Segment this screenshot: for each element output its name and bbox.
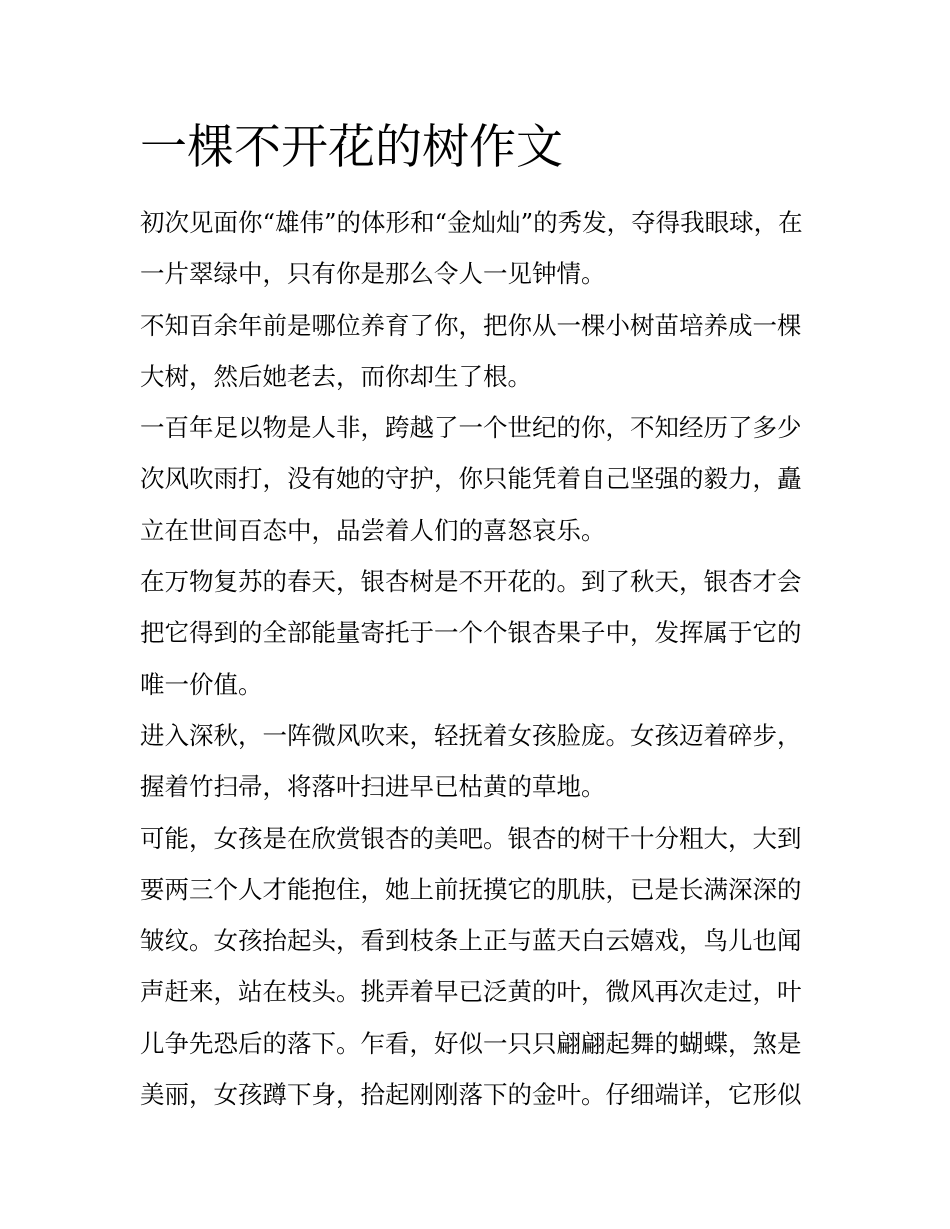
text-line: 要两三个人才能抱住，她上前抚摸它的肌肤，已是长满深深的: [140, 874, 802, 904]
text-line: 立在世间百态中，品尝着人们的喜怒哀乐。: [140, 515, 606, 545]
text-line: 把它得到的全部能量寄托于一个个银杏果子中，发挥属于它的: [140, 618, 802, 648]
text-line: 次风吹雨打，没有她的守护，你只能凭着自己坚强的毅力，矗: [140, 464, 802, 494]
text-line: 一百年足以物是人非，跨越了一个世纪的你，不知经历了多少: [140, 413, 802, 443]
document-body: [140, 197, 820, 1120]
text-line: 在万物复苏的春天，银杏树是不开花的。到了秋天，银杏才会: [140, 567, 802, 597]
text-line: 不知百余年前是哪位养育了你，把你从一棵小树苗培养成一棵: [140, 310, 802, 340]
text-line: 儿争先恐后的落下。乍看，好似一只只翩翩起舞的蝴蝶，煞是: [140, 1028, 802, 1058]
text-line: 可能，女孩是在欣赏银杏的美吧。银杏的树干十分粗大，大到: [140, 823, 802, 853]
text-line: 握着竹扫帚，将落叶扫进早已枯黄的草地。: [140, 772, 606, 802]
text-line: 初次见面你“雄伟”的体形和“金灿灿”的秀发，夺得我眼球，在: [140, 208, 803, 237]
text-line: 进入深秋，一阵微风吹来，轻抚着女孩脸庞。女孩迈着碎步，: [140, 720, 802, 750]
text-line: 一片翠绿中，只有你是那么令人一见钟情。: [140, 259, 606, 289]
text-line: 声赶来，站在枝头。挑弄着早已泛黄的叶，微风再次走过，叶: [140, 977, 802, 1007]
text-line: 唯一价值。: [140, 669, 263, 699]
document-title: 一棵不开花的树作文: [140, 120, 563, 175]
text-line: 大树，然后她老去，而你却生了根。: [140, 361, 532, 391]
text-line: 美丽，女孩蹲下身，拾起刚刚落下的金叶。仔细端详，它形似: [140, 1080, 802, 1110]
text-line: 皱纹。女孩抬起头，看到枝条上正与蓝天白云嬉戏，鸟儿也闻: [140, 926, 802, 956]
